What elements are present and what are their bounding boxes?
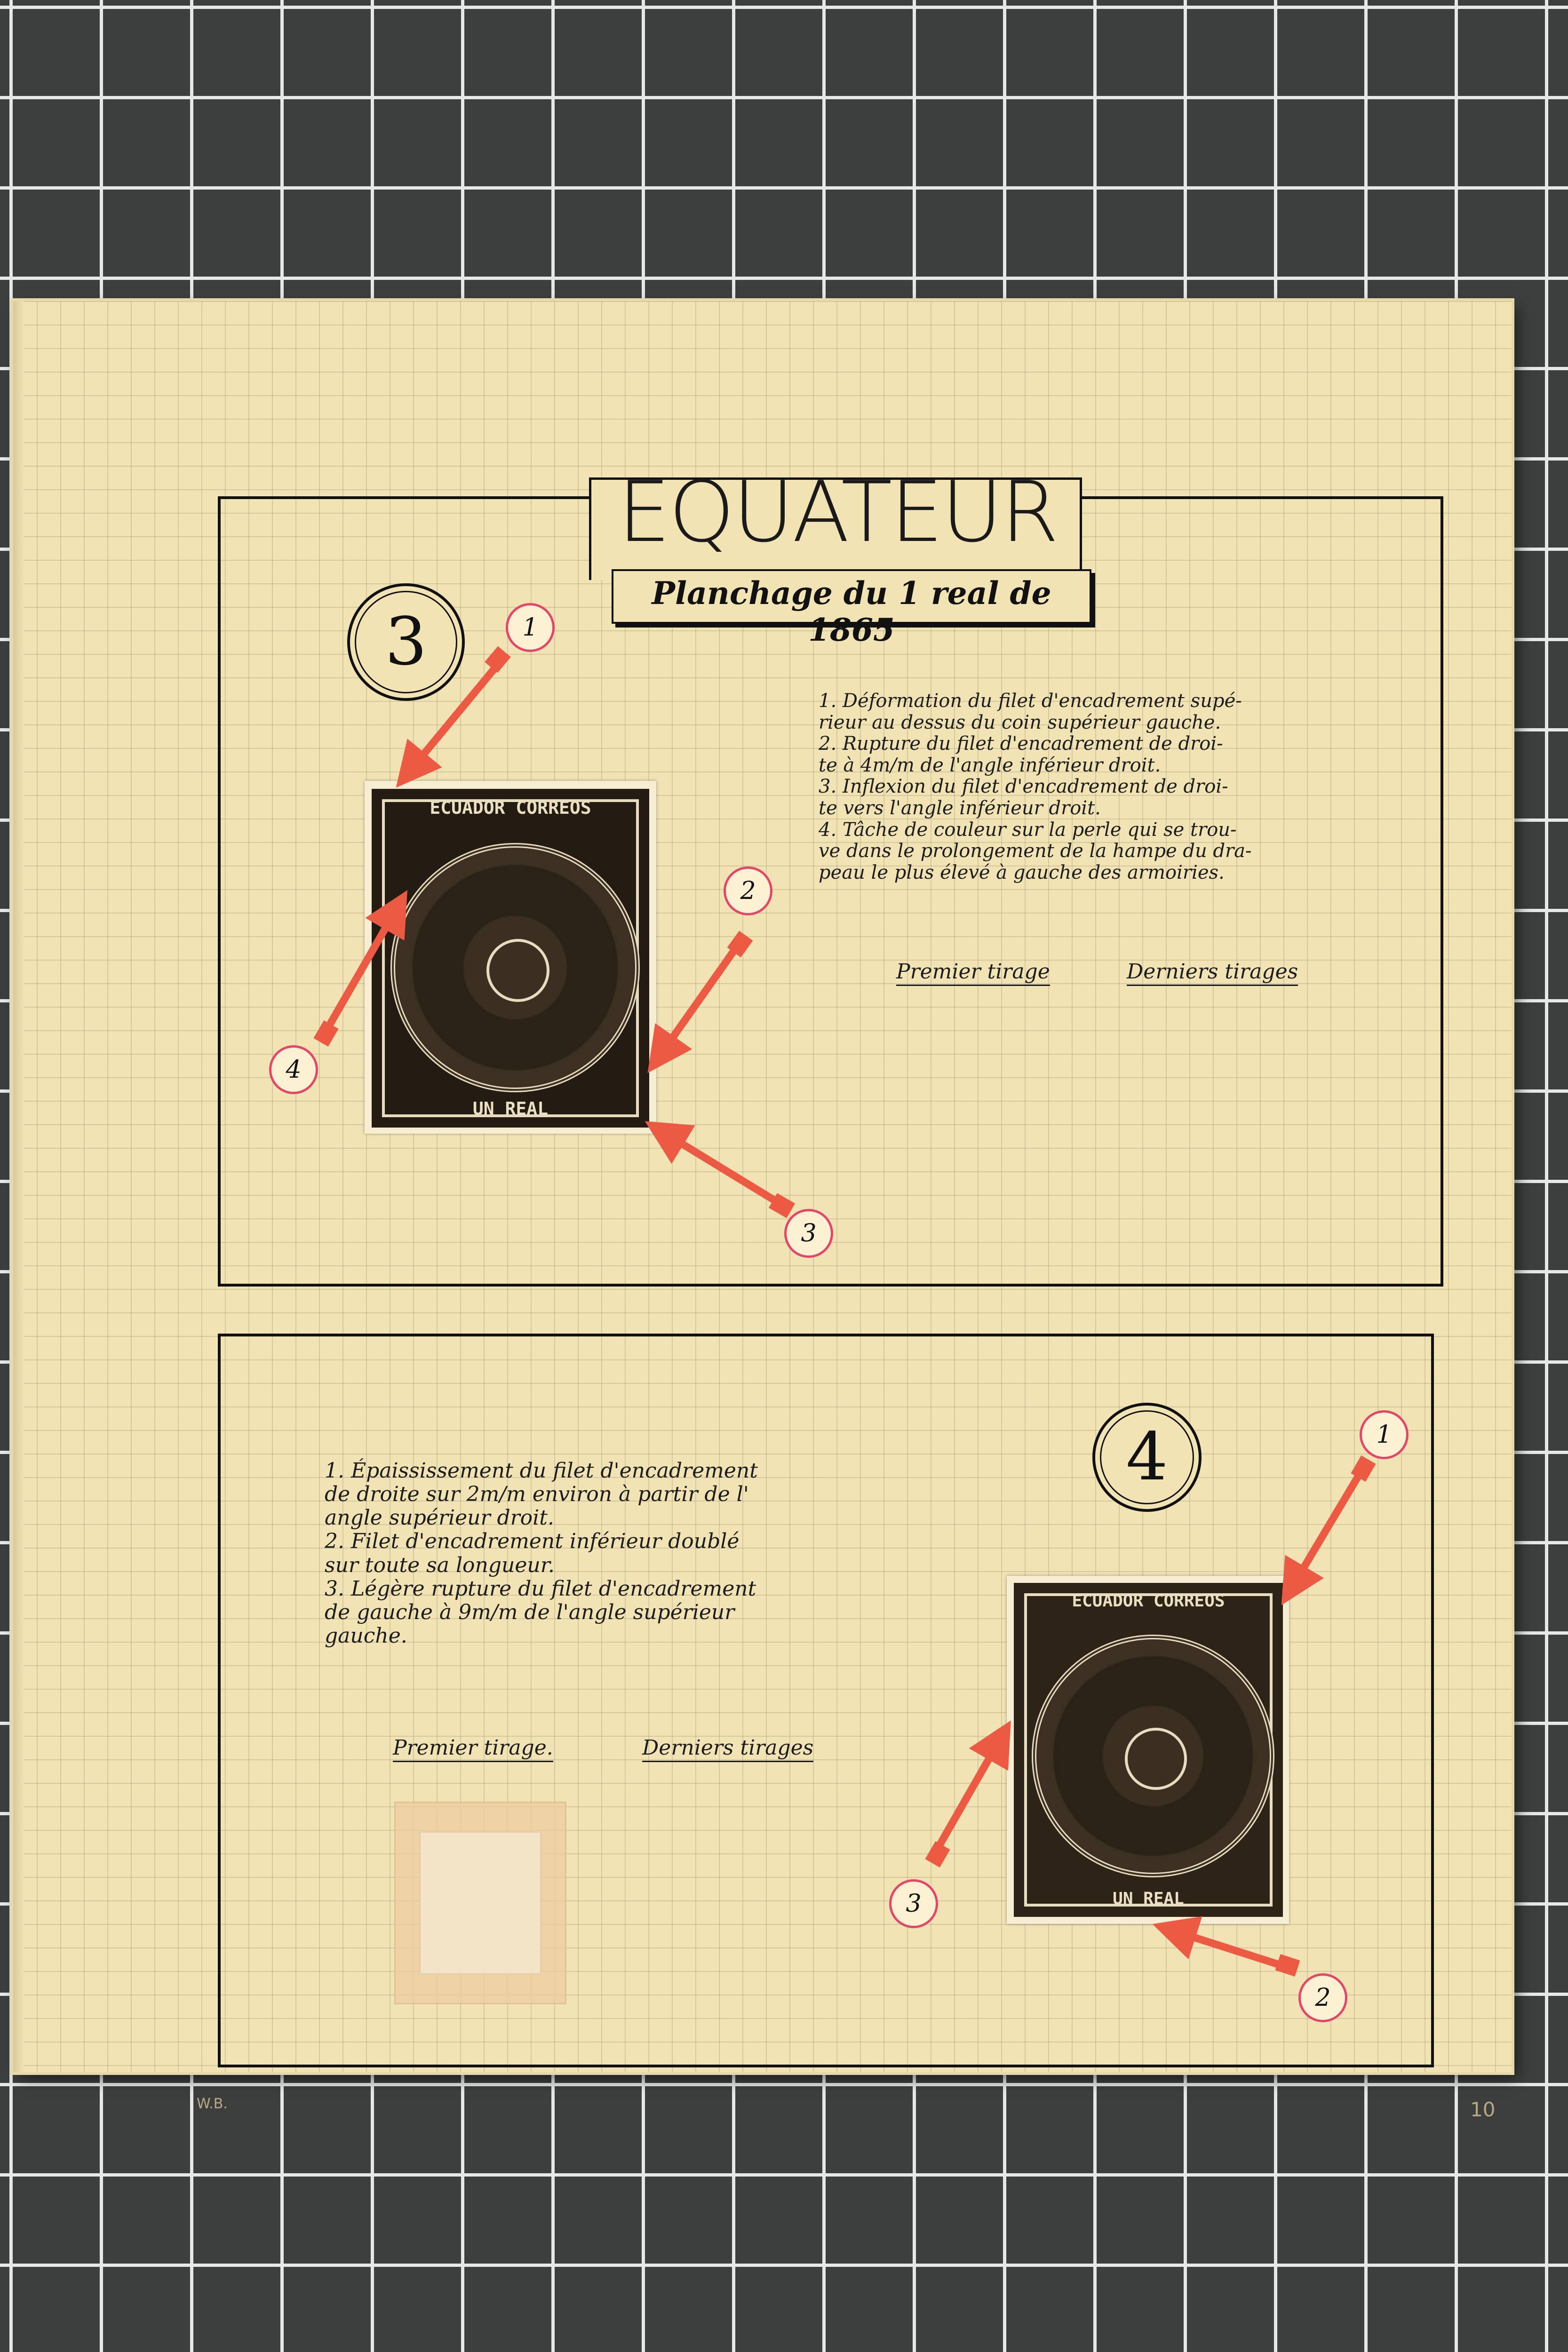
note-line: 2. Filet d'encadrement inférieur doublé xyxy=(325,1529,740,1554)
marker-2: 2 xyxy=(1298,1973,1347,2022)
arrow-bottom-2 xyxy=(1167,1929,1284,1966)
position-number: 3 xyxy=(385,604,427,680)
page-title: EQUATEUR xyxy=(618,463,1057,561)
page-subtitle: Planchage du 1 real de 1865 xyxy=(652,575,1051,648)
stamp-top-text: ECUADOR CORREOS xyxy=(1072,1591,1225,1611)
arrow-top-1 xyxy=(406,662,500,776)
note-line: sur toute sa longueur. xyxy=(325,1553,555,1577)
arrow-top-3 xyxy=(658,1129,781,1204)
arrow-bottom-3 xyxy=(936,1733,1003,1851)
note-line: 2. Rupture du filet d'encadrement de droi- xyxy=(819,733,1223,755)
note-line: rieur au dessus du coin supérieur gauche. xyxy=(819,711,1221,733)
page-number: 10 xyxy=(1470,2098,1496,2121)
arrow-top-2 xyxy=(656,944,739,1061)
arrow-bottom-1 xyxy=(1289,1470,1362,1592)
note-line: te vers l'angle inférieur droit. xyxy=(819,797,1101,819)
marker-3: 3 xyxy=(784,1209,833,1258)
note-line: de droite sur 2m/m environ à partir de l' xyxy=(325,1482,749,1507)
marker-1: 1 xyxy=(506,603,555,652)
stamp-top-text: ECUADOR CORREOS xyxy=(430,797,591,818)
premier-tirage-label: Premier tirage. xyxy=(393,1736,553,1762)
note-line: 4. Tâche de couleur sur la perle qui se trou- xyxy=(819,818,1237,841)
premier-tirage-label: Premier tirage xyxy=(896,960,1050,986)
note-line: 1. Épaississement du filet d'encadrement xyxy=(325,1459,758,1483)
derniers-tirages-label: Derniers tirages xyxy=(642,1736,813,1762)
footer-left-mark: W.B. xyxy=(197,2096,228,2112)
note-line: angle supérieur droit. xyxy=(325,1506,554,1530)
note-line: de gauche à 9m/m de l'angle supérieur xyxy=(325,1600,735,1624)
note-line: ve dans le prolongement de la hampe du dra- xyxy=(819,840,1252,862)
marker-3: 3 xyxy=(889,1879,938,1928)
arrow-top-4 xyxy=(326,903,400,1031)
note-line: gauche. xyxy=(325,1624,407,1648)
derniers-tirages-label: Derniers tirages xyxy=(1127,960,1298,986)
position-number: 4 xyxy=(1126,1419,1168,1495)
stamp-bottom-text: UN REAL xyxy=(1113,1889,1184,1908)
note-line: te à 4m/m de l'angle inférieur droit. xyxy=(819,754,1161,776)
note-line: peau le plus élevé à gauche des armoiries. xyxy=(819,861,1225,883)
note-line: 3. Légère rupture du filet d'encadrement xyxy=(325,1576,756,1601)
stamp-bottom-text: UN REAL xyxy=(472,1098,549,1119)
marker-1: 1 xyxy=(1360,1410,1409,1459)
marker-4: 4 xyxy=(269,1045,318,1094)
note-line: 1. Déformation du filet d'encadrement supé- xyxy=(819,690,1242,712)
marker-2: 2 xyxy=(724,866,772,915)
note-line: 3. Inflexion du filet d'encadrement de droi- xyxy=(819,776,1228,798)
